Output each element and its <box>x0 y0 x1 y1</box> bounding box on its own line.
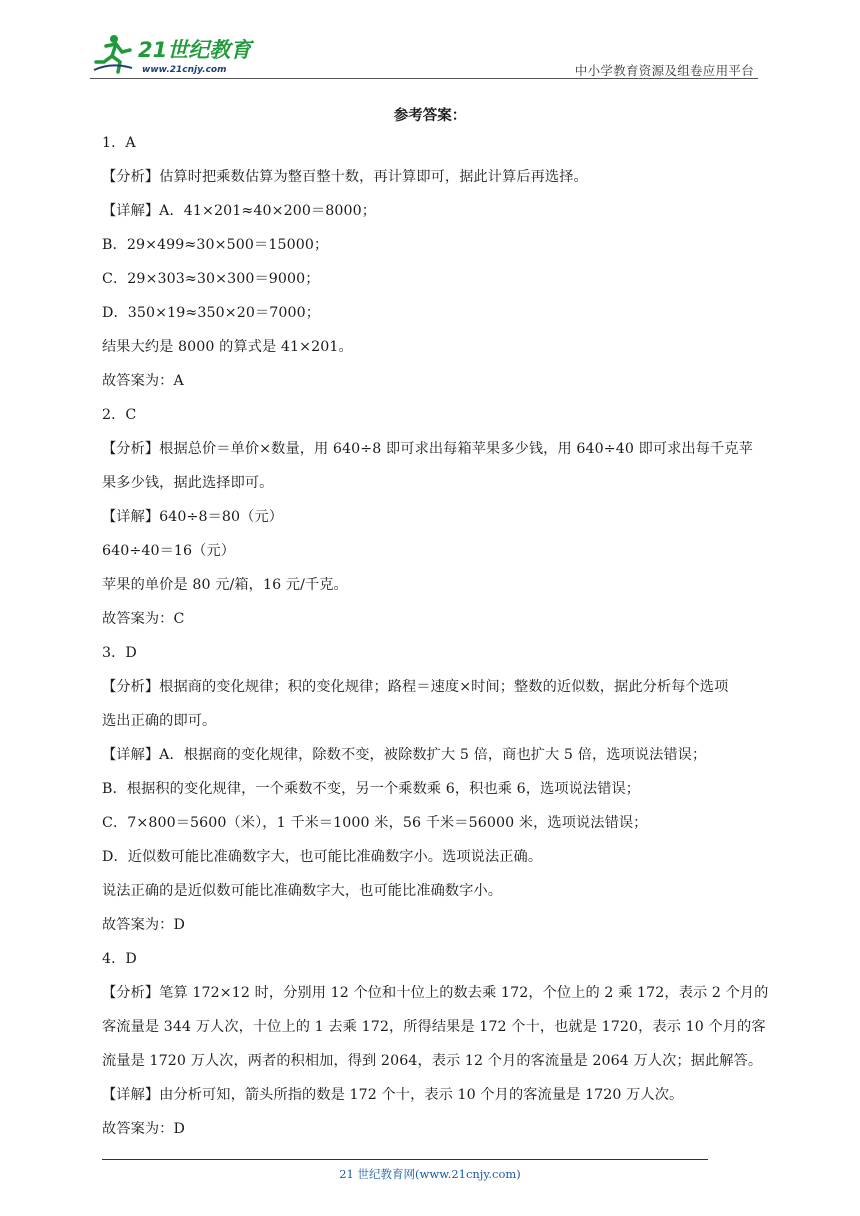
text-line: 【分析】根据商的变化规律；积的变化规律；路程＝速度×时间；整数的近似数，据此分析每个选项 <box>102 679 729 695</box>
text-line: 果多少钱，据此选择即可。 <box>102 475 274 491</box>
text-line: 1．A <box>102 135 136 151</box>
text-line: D．近似数可能比准确数字大，也可能比准确数字小。选项说法正确。 <box>102 849 543 865</box>
page-header <box>90 28 758 80</box>
logo-url: www.21cnjy.com <box>142 65 227 75</box>
text-line: B．根据积的变化规律，一个乘数不变，另一个乘数乘 6，积也乘 6，选项说法错误； <box>102 781 641 797</box>
footer-divider <box>102 1159 708 1160</box>
logo-text: 21世纪教育 <box>138 38 252 62</box>
header-divider <box>90 78 758 79</box>
text-line: 【详解】A．41×201≈40×200＝8000； <box>102 203 377 219</box>
text-line: 故答案为：D <box>102 917 185 933</box>
text-line: 2．C <box>102 407 137 423</box>
text-line: C．7×800＝5600（米），1 千米＝1000 米，56 千米＝56000 米，选项说法错误； <box>102 815 648 831</box>
text-line: 640÷40＝16（元） <box>102 543 236 559</box>
text-line: 苹果的单价是 80 元/箱，16 元/千克。 <box>102 577 348 593</box>
text-line: 故答案为：A <box>102 373 184 389</box>
text-line: 说法正确的是近似数可能比准确数字大，也可能比准确数字小。 <box>102 883 503 899</box>
text-line: 4．D <box>102 951 137 967</box>
text-line: 【详解】A．根据商的变化规律，除数不变，被除数扩大 5 倍，商也扩大 5 倍，选项说法错误； <box>102 747 707 763</box>
footer-text: 21 世纪教育网(www.21cnjy.com) <box>339 1167 521 1181</box>
text-line: 选出正确的即可。 <box>102 713 217 729</box>
text-line: 客流量是 344 万人次，十位上的 1 去乘 172，所得结果是 172 个十，也就是 1720，表示 10 个月的客 <box>102 1019 766 1035</box>
text-line: 【分析】估算时把乘数估算为整百整十数，再计算即可，据此计算后再选择。 <box>102 169 588 185</box>
text-line: 结果大约是 8000 的算式是 41×201。 <box>102 339 353 355</box>
answer-content <box>102 128 769 1148</box>
text-line: 【详解】由分析可知，箭头所指的数是 172 个十，表示 10 个月的客流量是 1720 万人次。 <box>102 1087 684 1103</box>
text-line: D．350×19≈350×20＝7000； <box>102 305 321 321</box>
text-line: 【分析】根据总价＝单价×数量，用 640÷8 即可求出每箱苹果多少钱，用 640÷40 即可求出每千克苹 <box>102 441 753 457</box>
text-line: 流量是 1720 万人次，两者的积相加，得到 2064，表示 12 个月的客流量是 2064 万人次；据此解答。 <box>102 1053 763 1069</box>
site-logo <box>92 32 262 76</box>
platform-label: 中小学教育资源及组卷应用平台 <box>574 63 754 78</box>
runner-icon <box>94 35 132 72</box>
text-line: 故答案为：D <box>102 1121 185 1137</box>
text-line: 故答案为：C <box>102 611 185 627</box>
page-title: 参考答案： <box>393 108 467 124</box>
text-line: 【分析】笔算 172×12 时，分别用 12 个位和十位上的数去乘 172，个位上的 2 乘 172，表示 2 个月的 <box>102 985 769 1001</box>
text-line: C．29×303≈30×300＝9000； <box>102 271 320 287</box>
text-line: 【详解】640÷8＝80（元） <box>102 509 284 525</box>
text-line: B．29×499≈30×500＝15000； <box>102 237 329 253</box>
text-line: 3．D <box>102 645 137 661</box>
